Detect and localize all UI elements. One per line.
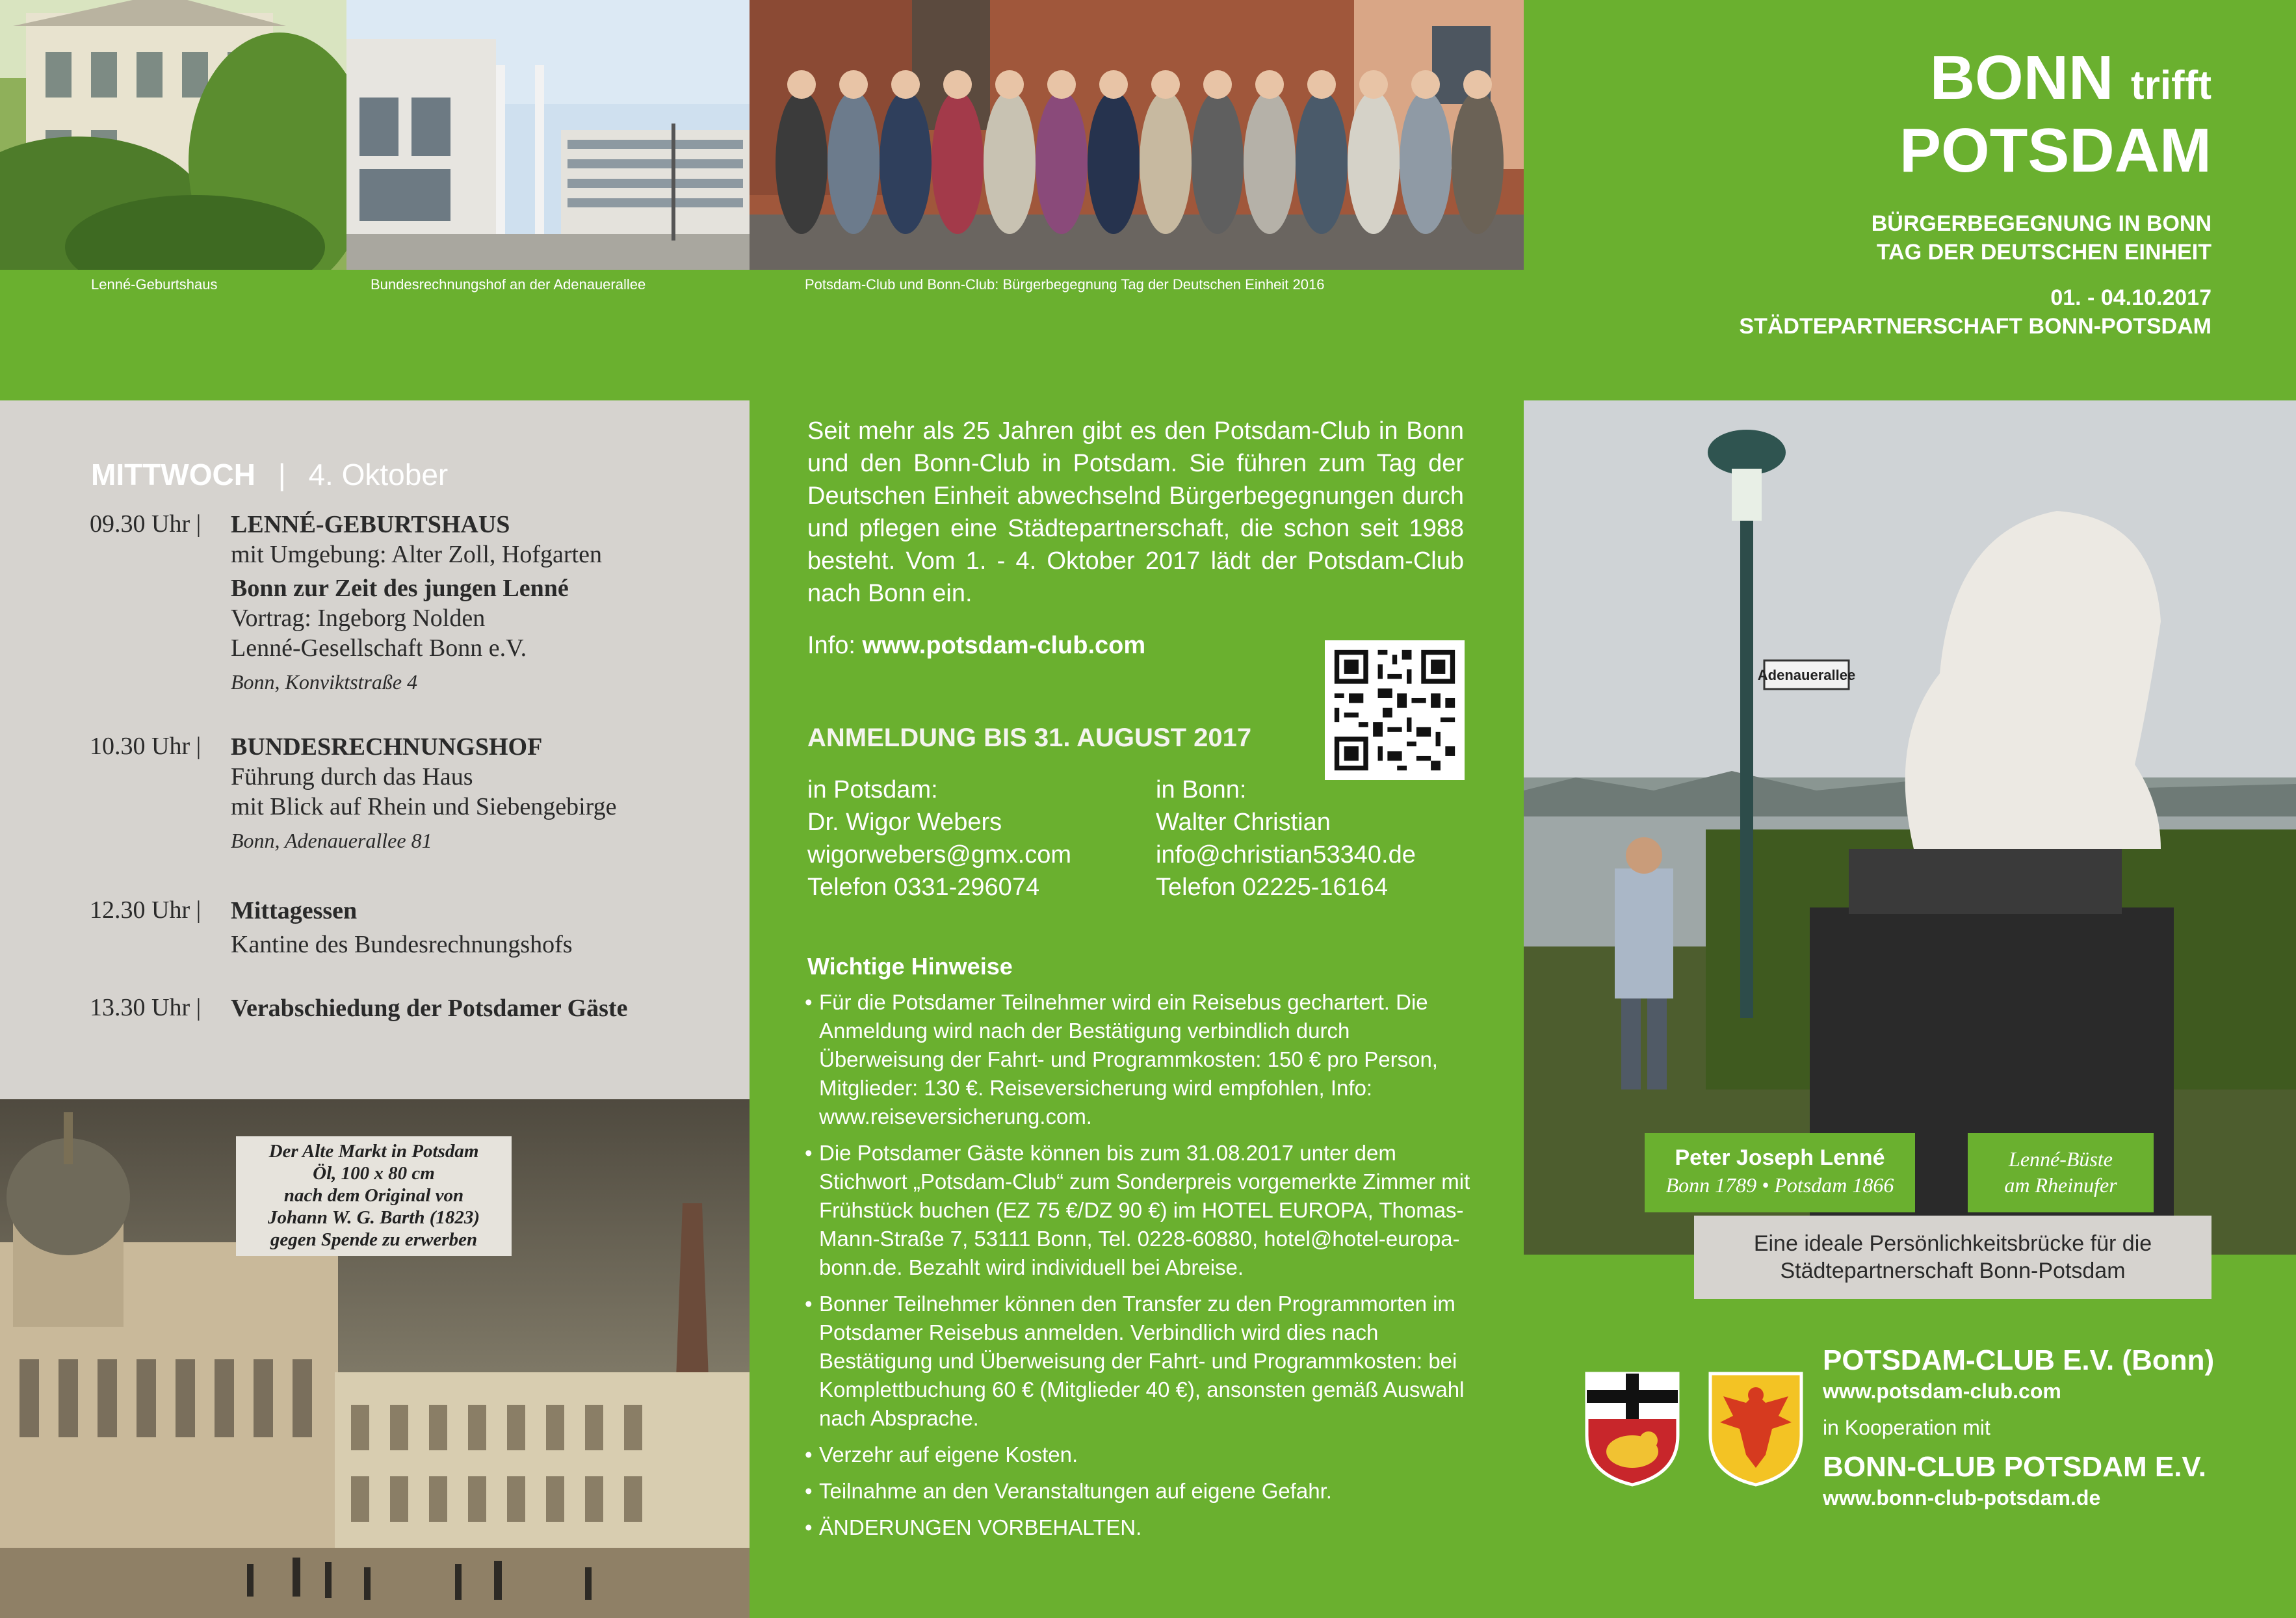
bust-name-box [1645, 1133, 1915, 1212]
note-item: • ÄNDERUNGEN VORBEHALTEN. [805, 1513, 1474, 1542]
entry-title: BUNDESRECHNUNGSHOF [231, 733, 543, 761]
caption-lenne-birthplace: Lenné-Geburtshaus [91, 276, 218, 293]
bust-name: Peter Joseph Lenné [1675, 1145, 1885, 1170]
info-label: Info: [807, 632, 855, 659]
entry-text: mit Blick auf Rhein und Siebengebirge [231, 793, 617, 820]
partnership-quote [1694, 1216, 2211, 1299]
bonn-crest-icon [1584, 1370, 1681, 1487]
photo-lenne-birthplace [0, 0, 346, 270]
entry-title: Verabschiedung der Potsdamer Gäste [231, 995, 628, 1022]
entry-title: Mittagessen [231, 897, 358, 924]
title-potsdam: POTSDAM [1899, 116, 2211, 185]
contact-label: in Bonn: [1156, 776, 1247, 803]
club1-url[interactable]: www.potsdam-club.com [1823, 1379, 2061, 1403]
dates-block [1739, 283, 2211, 341]
painting-caption-line: gegen Spende zu erwerben [270, 1229, 478, 1250]
painting-caption-line: Der Alte Markt in Potsdam [268, 1141, 479, 1162]
program-time: 13.30 Uhr | [90, 994, 202, 1021]
contact-phone: Telefon 0331-296074 [807, 874, 1040, 901]
caption-bundesrechnungshof: Bundesrechnungshof an der Adenauerallee [371, 276, 646, 293]
painting-caption-line: nach dem Original von [283, 1185, 464, 1206]
intro-paragraph: Seit mehr als 25 Jahren gibt es den Potsdam-Club in Bonn und den Bonn-Club in Potsdam. Sie führen zum Tag der Deutschen Einheit abwechselnd Bürgerbegegnungen durch und pflegen eine Städtepartnerschaft, die schon seit 1988 besteht. Vom 1. - 4. Oktober 2017 lädt der Potsdam-Club nach Bonn ein. [807, 417, 1464, 607]
club2-name: BONN-CLUB POTSDAM E.V. [1823, 1451, 2206, 1483]
cooperation-text: in Kooperation mit [1823, 1416, 1990, 1439]
entry-text: mit Umgebung: Alter Zoll, Hofgarten [231, 541, 602, 568]
quote-line1: Eine ideale Persönlichkeitsbrücke für die [1753, 1231, 2152, 1256]
title-trifft: trifft [2131, 63, 2211, 108]
photo-bundesrechnungshof [346, 0, 750, 270]
program-entry [231, 896, 573, 959]
caption-group-photo: Potsdam-Club und Bonn-Club: Bürgerbegegnung Tag der Deutschen Einheit 2016 [805, 276, 1325, 293]
entry-subtitle: Bonn zur Zeit des jungen Lenné [231, 575, 569, 602]
program-day-separator: | [278, 458, 286, 491]
notes-heading: Wichtige Hinweise [807, 953, 1013, 980]
contact-email[interactable]: wigorwebers@gmx.com [807, 841, 1072, 868]
program-time: 10.30 Uhr | [90, 733, 202, 760]
painting-caption-line: Öl, 100 x 80 cm [313, 1163, 435, 1184]
contact-potsdam [807, 774, 1132, 904]
program-time: 09.30 Uhr | [90, 510, 202, 538]
entry-location: Bonn, Konviktstraße 4 [231, 670, 418, 694]
bust-label-line2: am Rheinufer [2004, 1173, 2117, 1197]
program-date: 4. Oktober [308, 458, 449, 491]
bust-dates: Bonn 1789 • Potsdam 1866 [1665, 1173, 1894, 1197]
quote-line2: Städtepartnerschaft Bonn-Potsdam [1780, 1259, 2126, 1283]
note-item: • Bonner Teilnehmer können den Transfer zu den Programmorten im Potsdamer Reisebus anmelden. Verbindlich wird dies nach Bestätigung und Überweisung der Fahrt- und Programmkosten: bei Komplettbuchung 60 € (Mitglieder 40 €), ansonsten gemäß Auswahl nach Absprache. [805, 1290, 1474, 1433]
program-entry [231, 732, 616, 855]
subtitle-line1: BÜRGERBEGEGNUNG IN BONN [1871, 211, 2211, 236]
entry-text: Kantine des Bundesrechnungshofs [231, 931, 573, 958]
program-time: 12.30 Uhr | [90, 896, 202, 924]
club2-url[interactable]: www.bonn-club-potsdam.de [1823, 1486, 2101, 1509]
bust-label-box [1968, 1133, 2154, 1212]
qr-code[interactable] [1325, 640, 1465, 780]
subtitle-line2: TAG DER DEUTSCHEN EINHEIT [1876, 240, 2211, 265]
program-day: MITTWOCH [91, 458, 255, 491]
entry-text: Lenné-Gesellschaft Bonn e.V. [231, 634, 527, 662]
club1-name: POTSDAM-CLUB E.V. (Bonn) [1823, 1344, 2215, 1376]
note-item: • Teilnahme an den Veranstaltungen auf eigene Gefahr. [805, 1477, 1474, 1506]
program-panel [0, 400, 750, 1099]
contact-name: Walter Christian [1156, 809, 1331, 836]
potsdam-crest-icon [1707, 1370, 1805, 1487]
contact-email[interactable]: info@christian53340.de [1156, 841, 1416, 868]
notes-list [805, 988, 1474, 1550]
street-sign-text: Adenauerallee [1757, 667, 1856, 683]
contact-label: in Potsdam: [807, 776, 938, 803]
photo-group [750, 0, 1524, 270]
entry-location: Bonn, Adenauerallee 81 [231, 829, 432, 852]
page-title [1899, 43, 2211, 185]
partnership-line: STÄDTEPARTNERSCHAFT BONN-POTSDAM [1739, 314, 2211, 339]
program-entry [231, 993, 627, 1023]
contact-name: Dr. Wigor Webers [807, 809, 1002, 836]
title-bonn: BONN [1929, 43, 2114, 112]
contact-bonn [1156, 774, 1481, 904]
entry-title: LENNÉ-GEBURTSHAUS [231, 511, 510, 538]
entry-text: Vortrag: Ingeborg Nolden [231, 605, 486, 632]
program-day-heading [91, 457, 448, 492]
photo-lenne-bust [1524, 400, 2296, 1255]
note-item: • Verzehr auf eigene Kosten. [805, 1441, 1474, 1469]
note-item: • Die Potsdamer Gäste können bis zum 31.08.2017 unter dem Stichwort „Potsdam-Club“ zum Sonderpreis vorgemerkte Zimmer mit Frühstück buchen (EZ 75 €/DZ 90 €) im HOTEL EUROPA, Thomas-Mann-Straße 7, 53111 Bonn, Tel. 0228-60880, hotel@hotel-europa-bonn.de. Bezahlt wird individuell bei Abreise. [805, 1139, 1474, 1282]
subtitle-block [1872, 209, 2211, 267]
note-item: • Für die Potsdamer Teilnehmer wird ein Reisebus gechartert. Die Anmeldung wird nach der Bestätigung verbindlich durch Überweisung der Fahrt- und Programmkosten: 150 € pro Person, Mitglieder: 130 €. Reiseversicherung wird empfohlen, Info: www.reiseversicherung.com. [805, 988, 1474, 1131]
event-dates: 01. - 04.10.2017 [2050, 285, 2211, 310]
bust-label-line1: Lenné-Büste [2009, 1147, 2113, 1171]
painting-caption-line: Johann W. G. Barth (1823) [267, 1207, 480, 1228]
painting-caption [236, 1136, 512, 1256]
contact-phone: Telefon 02225-16164 [1156, 874, 1389, 901]
info-link[interactable]: www.potsdam-club.com [862, 632, 1146, 659]
program-entry [231, 510, 602, 697]
registration-heading: ANMELDUNG BIS 31. AUGUST 2017 [807, 724, 1252, 752]
entry-text: Führung durch das Haus [231, 763, 473, 790]
